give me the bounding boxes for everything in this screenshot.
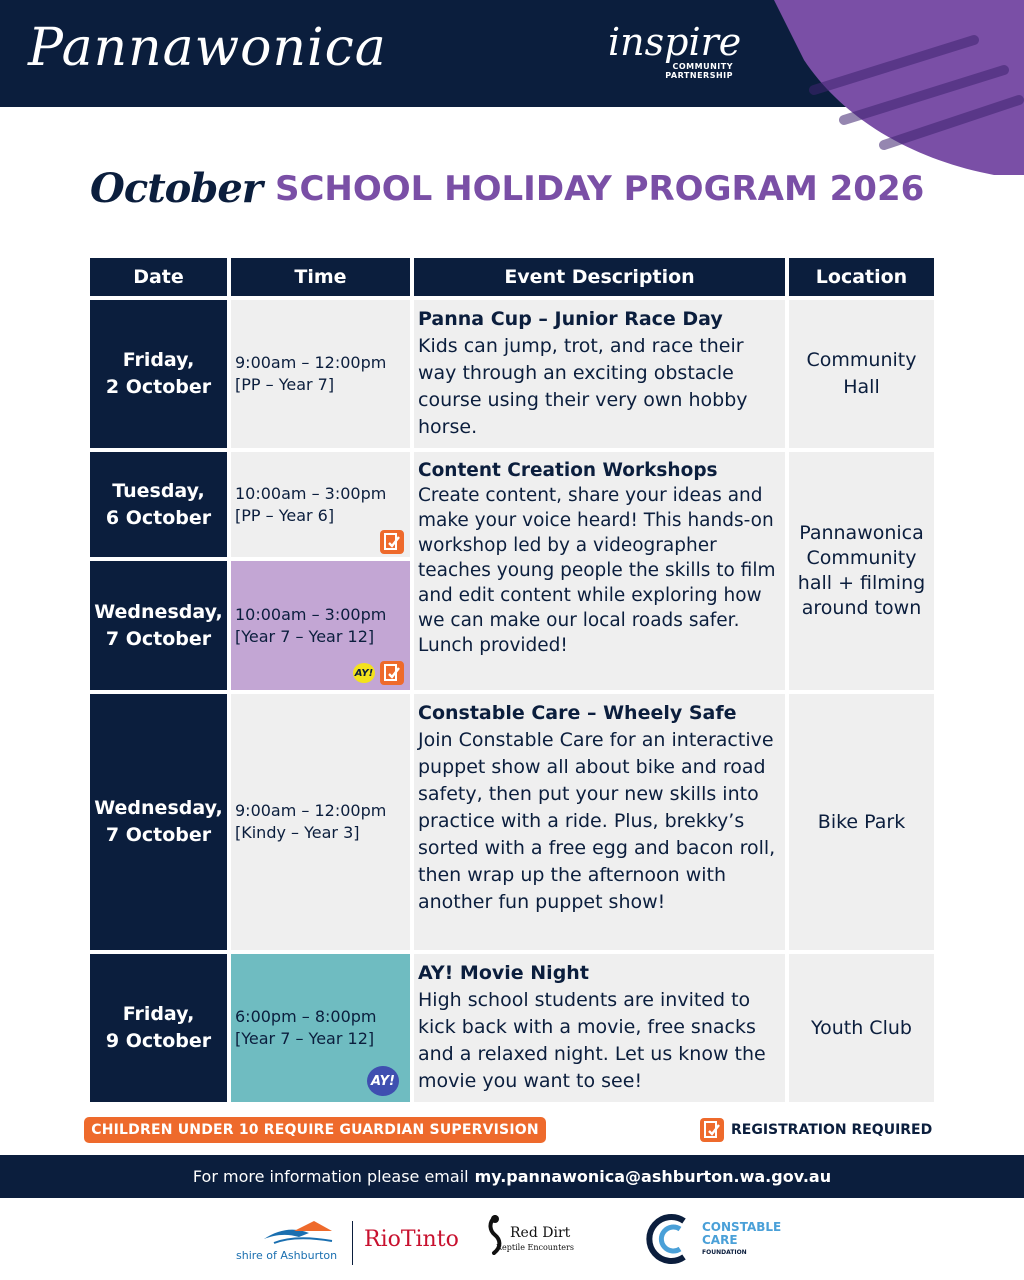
event-text: Create content, share your ideas and make your voice heard! This hands-on workshop led by a videographer teaches young people the skills to film and edit content while exploring how we can make our local roads safer. Lunch provided! xyxy=(418,485,776,656)
registration-icon xyxy=(380,661,404,685)
swoosh-decoration-icon xyxy=(754,0,1024,175)
date-cell: Tuesday, 6 October xyxy=(90,452,227,557)
time-cell xyxy=(231,300,410,448)
ay-badge-icon: AY! xyxy=(353,663,375,683)
event-text: Kids can jump, trot, and race their way through an exciting obstacle course using their very own hobby horse. xyxy=(418,335,748,438)
title-month: October xyxy=(90,165,262,212)
footer-email-link[interactable]: my.pannawonica@ashburton.wa.gov.au xyxy=(474,1167,832,1186)
age-range: [Kindy – Year 3] xyxy=(235,823,360,842)
ay-badge-icon: AY! xyxy=(367,1066,399,1096)
time-range: 9:00am – 12:00pm xyxy=(235,353,387,372)
registration-icon xyxy=(380,530,404,554)
event-text: Join Constable Care for an interactive puppet show all about bike and road safety, then put your new skills into practice with a ride. Plus, brekky’s sorted with a free egg and bacon roll, then wrap up the afternoon with another fun puppet show! xyxy=(418,729,776,913)
time-cell xyxy=(231,694,410,950)
brand-logo: Pannawonica xyxy=(28,18,387,78)
date-cell: Wednesday, 7 October xyxy=(90,561,227,690)
time-range: 9:00am – 12:00pm xyxy=(235,801,387,820)
time-range: 10:00am – 3:00pm xyxy=(235,604,387,624)
event-cell xyxy=(414,300,785,448)
footer-text: For more information please email xyxy=(192,1167,469,1186)
age-range: [PP – Year 6] xyxy=(235,505,335,525)
event-text: High school students are invited to kick back with a movie, free snacks and a relaxed night. Let us know the movie you want to see! xyxy=(418,989,766,1092)
age-range: [Year 7 – Year 12] xyxy=(235,626,375,646)
supervision-note: CHILDREN UNDER 10 REQUIRE GUARDIAN SUPERVISION xyxy=(84,1117,546,1143)
header-time: Time xyxy=(231,258,410,296)
event-title: Constable Care – Wheely Safe xyxy=(418,702,737,724)
location-cell: Community Hall xyxy=(789,300,934,448)
page-title xyxy=(90,165,950,225)
constable-care-logo: CONSTABLE CARE FOUNDATION xyxy=(646,1205,786,1275)
logo-divider xyxy=(352,1221,353,1265)
age-range: [Year 7 – Year 12] xyxy=(235,1029,375,1048)
registration-icon xyxy=(700,1118,724,1142)
reddirt-logo: Red Dirt Reptile Encounters xyxy=(480,1205,620,1275)
registration-legend xyxy=(700,1117,932,1143)
time-range: 6:00pm – 8:00pm xyxy=(235,1007,377,1026)
header-event: Event Description xyxy=(414,258,785,296)
ashburton-logo: shire of Ashburton xyxy=(236,1205,346,1275)
time-range: 10:00am – 3:00pm xyxy=(235,483,387,503)
location-cell: Pannawonica Community hall + filming around town xyxy=(789,452,934,690)
footer-bar xyxy=(0,1155,1024,1198)
location-cell: Bike Park xyxy=(789,694,934,950)
sponsor-logos xyxy=(0,1205,1024,1275)
event-cell xyxy=(414,452,785,690)
age-range: [PP – Year 7] xyxy=(235,375,335,394)
event-cell xyxy=(414,954,785,1102)
event-title: AY! Movie Night xyxy=(418,962,589,984)
location-cell: Youth Club xyxy=(789,954,934,1102)
title-program: SCHOOL HOLIDAY PROGRAM 2026 xyxy=(274,168,925,209)
event-title: Content Creation Workshops xyxy=(418,460,718,481)
date-cell: Friday, 9 October xyxy=(90,954,227,1102)
riotinto-logo: RioTinto xyxy=(364,1227,459,1252)
header-date: Date xyxy=(90,258,227,296)
header-location: Location xyxy=(789,258,934,296)
event-cell xyxy=(414,694,785,950)
registration-label: REGISTRATION REQUIRED xyxy=(731,1122,933,1138)
inspire-logo: inspire COMMUNITY PARTNERSHIP xyxy=(608,20,742,80)
date-cell: Wednesday, 7 October xyxy=(90,694,227,950)
event-title: Panna Cup – Junior Race Day xyxy=(418,308,723,330)
date-cell: Friday, 2 October xyxy=(90,300,227,448)
